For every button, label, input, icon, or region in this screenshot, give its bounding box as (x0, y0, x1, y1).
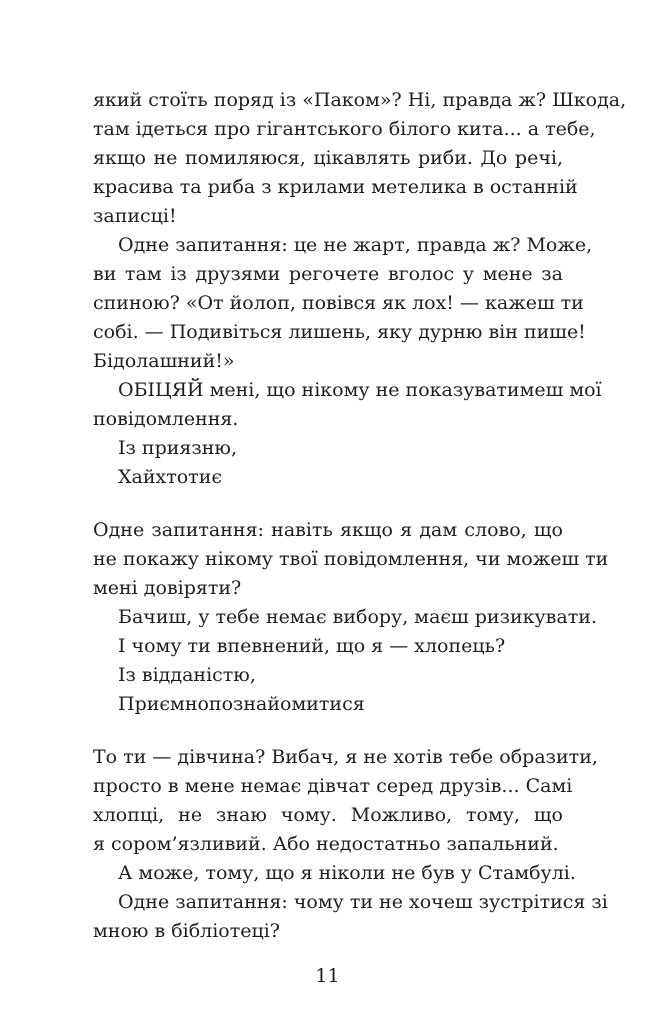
text-line: ОБІЦЯЙ мені, що нікому не показуватимеш мої (118, 379, 602, 401)
text-line: там ідеться про гігантського білого кита... а тебе, (93, 118, 596, 140)
closing-line: Із приязню, (118, 437, 237, 459)
text-line: І чому ти впевнений, що я — хлопець? (118, 635, 506, 657)
text-line: просто в мене немає дівчат серед друзів... Самі (93, 775, 573, 797)
text-line: мною в бібліотеці? (93, 920, 280, 942)
text-line: Одне запитання: це не жарт, правда ж? Може, (118, 234, 593, 256)
text-line: мені довіряти? (93, 577, 242, 599)
text-line: я сором’язливий. Або недостатньо запальний. (93, 833, 559, 855)
text-line: спиною? «От йолоп, повівся як лох! — кажеш ти (93, 292, 584, 314)
page-number: 11 (315, 965, 340, 987)
text-line: Одне запитання: чому ти не хочеш зустрітися зі (118, 891, 608, 913)
text-line: красива та риба з крилами метелика в останній (93, 176, 578, 198)
text-line: Бідолашний!» (93, 350, 235, 372)
text-line: Одне запитання: навіть якщо я дам слово, що (93, 519, 563, 541)
text-line: якщо не помиляюся, цікавлять риби. До речі, (93, 147, 563, 169)
text-line: не покажу нікому твої повідомлення, чи можеш ти (93, 548, 609, 570)
text-line: Бачиш, у тебе немає вибору, маєш ризикувати. (118, 606, 597, 628)
text-line: який стоїть поряд із «Паком»? Ні, правда ж? Шкода, (93, 89, 627, 111)
closing-line: Із відданістю, (118, 664, 256, 686)
text-line: записці! (93, 205, 177, 227)
text-line: ви там із друзями регочете вголос у мене за (93, 263, 563, 285)
text-line: То ти — дівчина? Вибач, я не хотів тебе образити, (93, 746, 598, 768)
text-line: хлопці, не знаю чому. Можливо, тому, що (93, 804, 563, 826)
text-line: собі. — Подивіться лишень, яку дурню він пише! (93, 321, 586, 343)
text-line: А може, тому, що я ніколи не був у Стамбулі. (118, 862, 576, 884)
signature: Хайхтотиє (118, 466, 222, 488)
signature: Приємнопознайомитися (118, 693, 365, 715)
text-line: повідомлення. (93, 408, 239, 430)
